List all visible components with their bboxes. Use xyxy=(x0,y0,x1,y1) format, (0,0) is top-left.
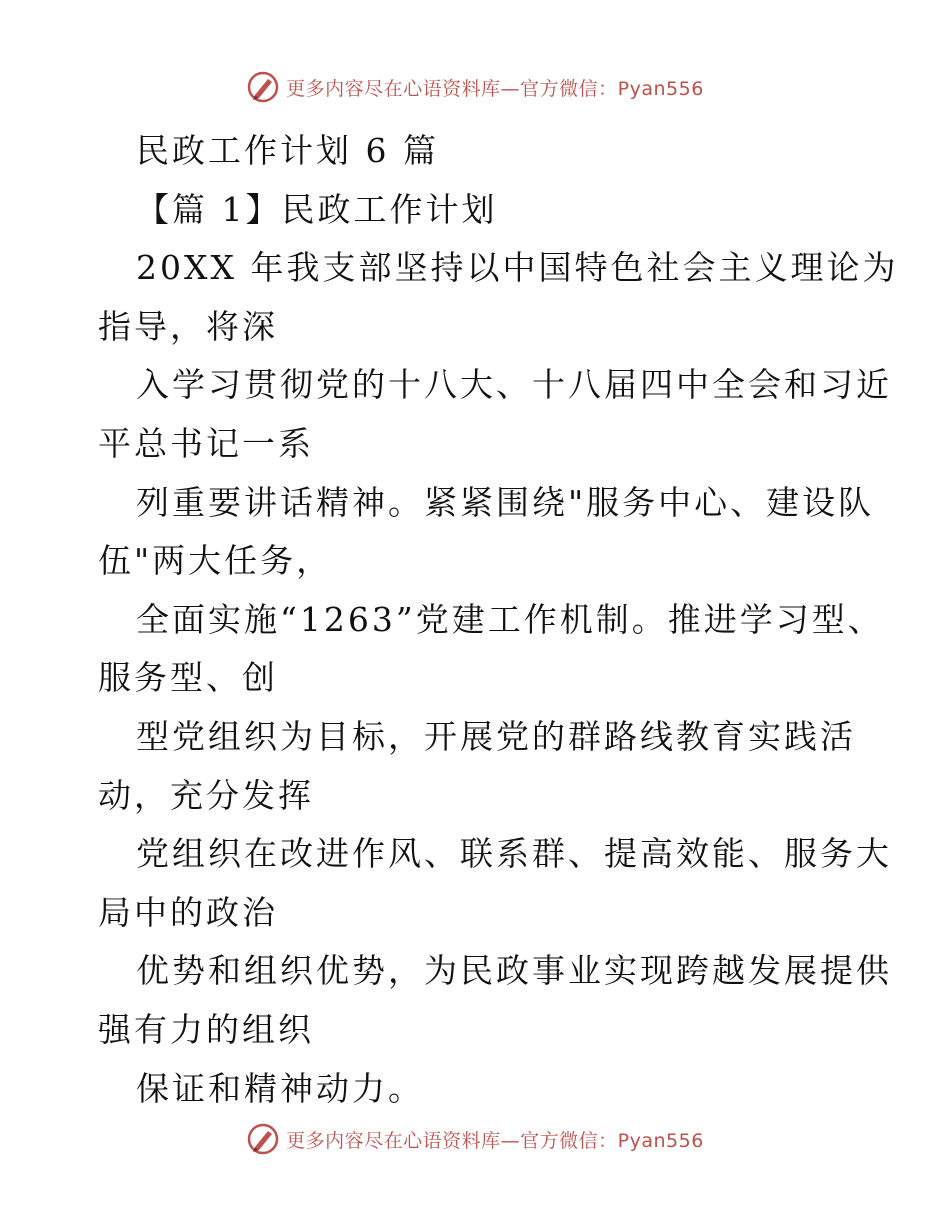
document-body xyxy=(98,122,899,1118)
paragraph-line: 党组织在改进作风、联系群、提高效能、服务大 xyxy=(136,834,892,874)
footer-banner-text: 更多内容尽在心语资料库—官方微信：Pyan556 xyxy=(286,1129,704,1152)
paragraph-line: 保证和精神动力。 xyxy=(136,1068,424,1108)
footer-banner xyxy=(0,1122,950,1156)
paragraph-line: 20XX 年我支部坚持以中国特色社会主义理论为 xyxy=(136,248,899,288)
paragraph-line: 型党组织为目标，开展党的群路线教育实践活 xyxy=(136,716,856,756)
paragraph-line: 局中的政治 xyxy=(98,892,278,932)
paragraph-line: 列重要讲话精神。紧紧围绕"服务中心、建设队 xyxy=(136,482,875,522)
paragraph-line: 优势和组织优势，为民政事业实现跨越发展提供 xyxy=(136,951,892,991)
header-banner-text: 更多内容尽在心语资料库—官方微信：Pyan556 xyxy=(286,77,704,100)
paragraph-line: 强有力的组织 xyxy=(98,1009,314,1049)
document-title: 民政工作计划 6 篇 xyxy=(136,131,439,170)
paragraph-line: 动，充分发挥 xyxy=(98,775,314,815)
section-heading: 【篇 1】民政工作计划 xyxy=(136,189,498,229)
paragraph-line: 指导，将深 xyxy=(98,306,278,346)
paragraph-line: 入学习贯彻党的十八大、十八届四中全会和习近 xyxy=(136,365,892,405)
paragraph-line: 全面实施“1263”党建工作机制。推进学习型、 xyxy=(136,599,884,639)
pen-logo-icon xyxy=(246,1122,280,1156)
paragraph-line: 伍"两大任务， xyxy=(98,541,333,581)
pen-logo-icon xyxy=(246,70,280,104)
paragraph-line: 服务型、创 xyxy=(98,658,278,698)
paragraph-line: 平总书记一系 xyxy=(98,423,314,463)
header-banner xyxy=(0,70,950,104)
